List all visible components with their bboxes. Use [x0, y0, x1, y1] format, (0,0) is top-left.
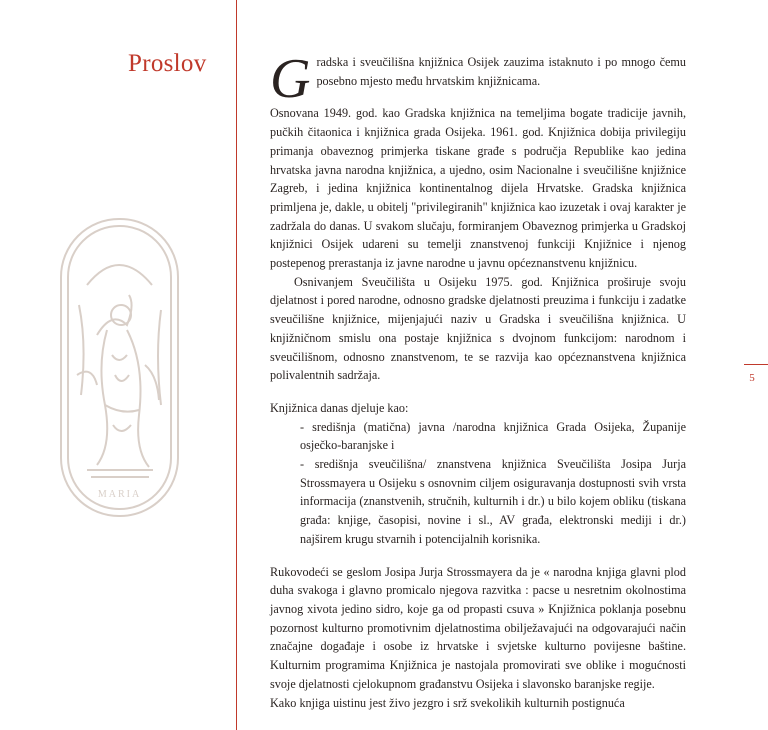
- spacer: [270, 90, 686, 104]
- spacer: [270, 549, 686, 563]
- role-list: [300, 418, 686, 549]
- paragraph-founding: Osnovana 1949. god. kao Gradska knjižnica na temeljima bogate tradicije javnih, pučkih čitaonica i knjižnica grada Osijeka. 1961. god. Knjižnica dobija privilegiju primanja obaveznog primjerka tiskane građe s područja Republike kao jedina hrvatska javna narodna knjižnica, a ujedno, osim Nacionalne i sveučilišne knjižnice Zagreb, i jedina knjižnica kontinentalnog dijela Hrvatske. Gradska knjižnica primljena je, dakle, u obitelj "privilegiranih" knjižnica kao izuzetak i ovaj karakter je zadržala do danas. U svakom slučaju, formiranjem Obaveznog primjerka u Gradskoj knjižnici Osijek udareni su temelji znanstvenoj funkciji Knjižnice i njenog postepenog prerastanja iz javne narodne u javnu općeznanstvenu knjižnicu.: [270, 106, 686, 271]
- intro-text: radska i sveučilišna knjižnica Osijek zauzima istaknuto i po mnogo čemu posebno mjesto među hrvatskim knjižnicama.: [316, 55, 686, 88]
- page-number: 5: [749, 372, 755, 384]
- list-intro: Knjižnica danas djeluje kao:: [270, 400, 409, 415]
- paragraph-closing: Kako knjiga uistinu jest živo jezgro i srž svekolikih kulturnih postignuća: [270, 695, 625, 710]
- spacer: [270, 385, 686, 399]
- intro-paragraph: [270, 48, 686, 110]
- drop-cap: G: [270, 48, 311, 110]
- list-item: - središnja (matična) javna /narodna knjižnica Grada Osijeka, Županije osječko-baranjske i: [300, 419, 686, 453]
- paragraph-motto: Rukovodeći se geslom Josipa Jurja Strossmayera da je « narodna knjiga glavni plod duha svakoga i glavno promicalo njegova razvitka : pacse u nesretnim okolnostima javnog xivota jedino sidro, koje ga od propasti csuva » Knjižnica poklanja posebnu pozornost kulturno promotivnim djelatnostima obilježavajući na odgovarajući način značajne događaje i osobe iz hrvatske i svjetske kulturno povijesne baštine. Kulturnim programima Knjižnica je nastojala promovirati sve oblike i mogućnosti svoje djelatnosti cjelokupnom građanstvu Osijeka i slavonsko baranjske regije.: [270, 564, 686, 691]
- body-text: [270, 48, 686, 712]
- list-item: - središnja sveučilišna/ znanstvena knjižnica Sveučilišta Josipa Jurja Strossmayera u Osijeku s osnovnim ciljem osiguravanja dostupnosti svih vrsta informacija (znanstvenih, stručnih, kulturnih i dr.) u bilo kojem obliku (tiskana građa: knjige, časopisi, novine i sl., AV građa, elektronski mediji i dr.) najširem krugu stvarnih i potencijalnih korisnika.: [300, 457, 686, 546]
- page-heading: Proslov: [128, 50, 207, 77]
- page-number-rule: [744, 364, 768, 365]
- maria-engraving-illustration: [57, 215, 182, 520]
- column-divider: [236, 0, 237, 730]
- engraving-caption: MARIA: [97, 489, 142, 500]
- paragraph-university: Osnivanjem Sveučilišta u Osijeku 1975. god. Knjižnica proširuje svoju djelatnost i pored narodne, odnosno gradske djelatnosti preuzima i funkciju i zadatke sveučilišne knjižnice, mijenjajući naziv u Gradska i sveučilišna knjižnica. U knjižničnom smislu ona postaje knjižnica s dvojnom funkcijom: narodnom i sveučilišnom, odnosno znanstvenom, te se razvija kao općeznanstvena knjižnica polivalentnih sadržaja.: [270, 274, 686, 383]
